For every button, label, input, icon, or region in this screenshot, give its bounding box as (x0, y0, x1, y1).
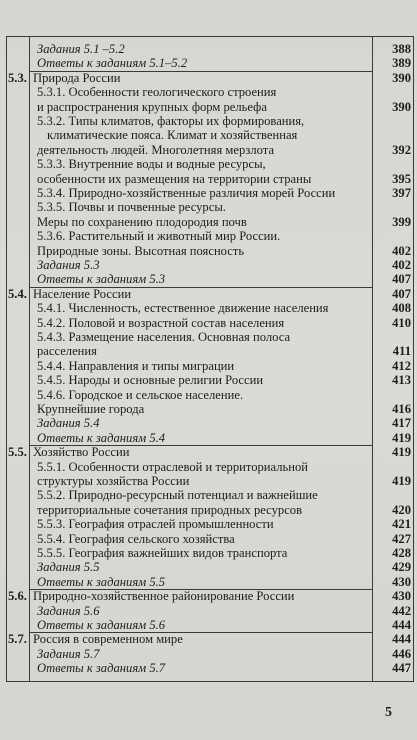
entry-title: 5.3.3. Внутренние воды и водные ресурсы, (37, 157, 266, 172)
entry-page: 410 (392, 315, 411, 330)
section-number: 5.3. (8, 70, 27, 85)
entry-title: 5.4.5. Народы и основные религии России (37, 373, 264, 388)
entry-title: 5.5.2. Природно-ресурсный потенциал и важнейшие (37, 488, 318, 503)
entry-page: 416 (392, 402, 411, 416)
section-number: 5.6. (8, 589, 27, 604)
entry-title: 5.3.5. Почвы и почвенные ресурсы. (37, 200, 226, 215)
entry-page: 444 (392, 618, 411, 632)
entry-title: Задания 5.4 (37, 416, 100, 431)
entry-title: Задания 5.6 (37, 603, 100, 618)
entry-page: 399 (392, 214, 411, 229)
section-number: 5.7. (8, 632, 27, 647)
entry-page: 417 (392, 416, 411, 431)
entry-page: 402 (392, 258, 411, 272)
entry-page: 419 (392, 474, 411, 488)
entry-title: Ответы к заданиям 5.1–5.2 (37, 56, 188, 71)
page-number: 5 (385, 705, 392, 720)
entry-page: 420 (392, 502, 411, 517)
entry-title: Ответы к заданиям 5.4 (37, 430, 166, 445)
entry-page: 408 (392, 301, 411, 316)
entry-title: Задания 5.3 (37, 258, 100, 272)
entry-title: Ответы к заданиям 5.7 (37, 661, 166, 676)
entry-title: расселения (37, 344, 97, 359)
entry-page: 397 (392, 186, 411, 200)
entry-title: 5.4.6. Городское и сельское население. (37, 387, 244, 402)
entry-title: 5.5.3. География отраслей промышленности (37, 517, 274, 532)
entry-title: 5.3.2. Типы климатов, факторы их формирования, (37, 114, 305, 128)
entry-title: 5.5.4. География сельского хозяйства (37, 531, 235, 546)
entry-page: 395 (392, 171, 411, 186)
entry-title: Задания 5.5 (37, 560, 100, 575)
entry-title: Ответы к заданиям 5.6 (37, 618, 166, 632)
entry-page: 419 (392, 430, 411, 445)
section-column-divider (29, 37, 30, 681)
entry-page: 411 (392, 344, 411, 359)
entry-title: Задания 5.7 (37, 646, 100, 661)
entry-page: 412 (392, 358, 411, 373)
section-number: 5.5. (8, 445, 27, 460)
entry-title: Ответы к заданиям 5.5 (37, 574, 166, 589)
entry-page: 407 (392, 272, 411, 287)
entry-title: Меры по сохранению плодородия почв (37, 214, 247, 229)
entry-title: Ответы к заданиям 5.3 (37, 272, 166, 287)
entry-page: 446 (392, 646, 411, 661)
entry-title: Население России (33, 286, 132, 301)
entry-title: 5.3.4. Природно-хозяйственные различия морей России (37, 186, 336, 200)
entry-page: 407 (392, 286, 411, 301)
entry-title: 5.4.2. Половой и возрастной состав населения (37, 315, 285, 330)
entry-page: 429 (392, 560, 411, 575)
entry-page: 388 (392, 42, 411, 56)
entry-title: Крупнейшие города (37, 402, 145, 416)
entry-page: 390 (392, 99, 411, 114)
entry-page: 419 (392, 445, 411, 460)
entry-title: 5.5.5. География важнейших видов транспорта (37, 546, 288, 560)
entry-page: 392 (392, 142, 411, 157)
entry-title: Задания 5.1 –5.2 (37, 42, 125, 56)
entry-page: 413 (392, 373, 411, 388)
entry-page: 430 (392, 589, 411, 604)
entry-title: особенности их размещения на территории страны (37, 171, 312, 186)
entry-title: 5.3.6. Растительный и животный мир России. (37, 229, 281, 244)
entry-page: 428 (392, 546, 411, 560)
entry-title: 5.4.3. Размещение населения. Основная полоса (37, 330, 291, 344)
entry-page: 402 (392, 243, 411, 258)
entry-title: территориальные сочетания природных ресурсов (37, 502, 303, 517)
entry-page: 427 (392, 531, 411, 546)
entry-title: Природа России (33, 70, 121, 85)
entry-page: 442 (392, 603, 411, 618)
entry-title: Природно-хозяйственное районирование России (33, 589, 295, 604)
entry-page: 430 (392, 574, 411, 589)
entry-page: 389 (392, 56, 411, 71)
entry-title: и распространения крупных форм рельефа (37, 99, 267, 114)
entry-title: 5.4.4. Направления и типы миграции (37, 358, 235, 373)
entry-title: Хозяйство России (33, 445, 130, 460)
entry-title: 5.5.1. Особенности отраслевой и территориальной (37, 459, 309, 474)
entry-title: 5.4.1. Численность, естественное движение населения (37, 301, 329, 316)
entry-title: Россия в современном мире (33, 632, 183, 647)
entry-page: 444 (392, 632, 411, 647)
entry-page: 421 (392, 517, 411, 532)
table-of-contents (6, 36, 414, 682)
entry-title: Природные зоны. Высотная поясность (37, 243, 245, 258)
entry-title: 5.3.1. Особенности геологического строения (37, 85, 277, 100)
entry-page: 390 (392, 70, 411, 85)
entry-title: структуры хозяйства России (37, 474, 190, 488)
page-column-divider (372, 37, 373, 681)
entry-title: климатические пояса. Климат и хозяйственная (47, 128, 298, 143)
entry-page: 447 (392, 661, 411, 676)
entry-title: деятельность людей. Многолетняя мерзлота (37, 142, 275, 157)
section-number: 5.4. (8, 286, 27, 301)
